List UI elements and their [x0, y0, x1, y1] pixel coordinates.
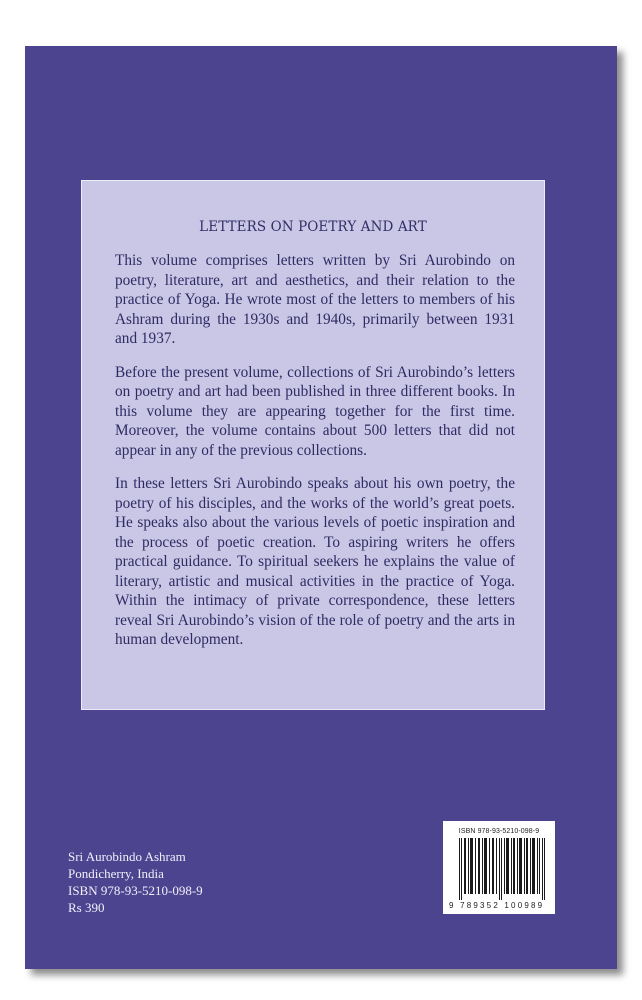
barcode-bars-icon	[459, 838, 545, 900]
blurb-paragraph-3: In these letters Sri Aurobindo speaks about his own poetry, the poetry of his disciples, and the works of the world’s great poets. He speaks also about the various levels of poetic inspiration and the process of poetic creation. To aspiring writers he offers practical guidance. To spiritual seekers he explains the value of literary, artistic and musical activities in the practice of Yoga. Within the intimacy of private correspondence, these letters reveal Sri Aurobindo’s vision of the role of poetry and the arts in human development.	[115, 475, 515, 648]
blurb-panel	[81, 180, 545, 710]
publisher-name: Sri Aurobindo Ashram	[68, 849, 186, 864]
publisher-info	[68, 848, 203, 916]
blurb-text	[115, 251, 515, 664]
blurb-paragraph-1: This volume comprises letters written by Sri Aurobindo on poetry, literature, art and aesthetics, and their relation to the practice of Yoga. He wrote most of the letters to members of his Ashram during the 1930s and 1940s, primarily between 1931 and 1937.	[115, 252, 515, 347]
publisher-location: Pondicherry, India	[68, 866, 164, 881]
publisher-price: Rs 390	[68, 900, 105, 915]
barcode-digits: 9 789352 100989	[449, 901, 545, 910]
barcode	[443, 821, 555, 914]
blurb-paragraph-2: Before the present volume, collections of Sri Aurobindo’s letters on poetry and art had been published in three different books. In this volume they are appearing together for the first time. Moreover, the volume contains about 500 letters that did not appear in any of the previous collections.	[115, 363, 515, 459]
book-back-cover	[25, 46, 617, 969]
panel-title: LETTERS ON POETRY AND ART	[199, 219, 427, 235]
publisher-isbn: ISBN 978-93-5210-098-9	[68, 883, 203, 898]
barcode-isbn-label: ISBN 978-93-5210-098-9	[458, 828, 540, 835]
